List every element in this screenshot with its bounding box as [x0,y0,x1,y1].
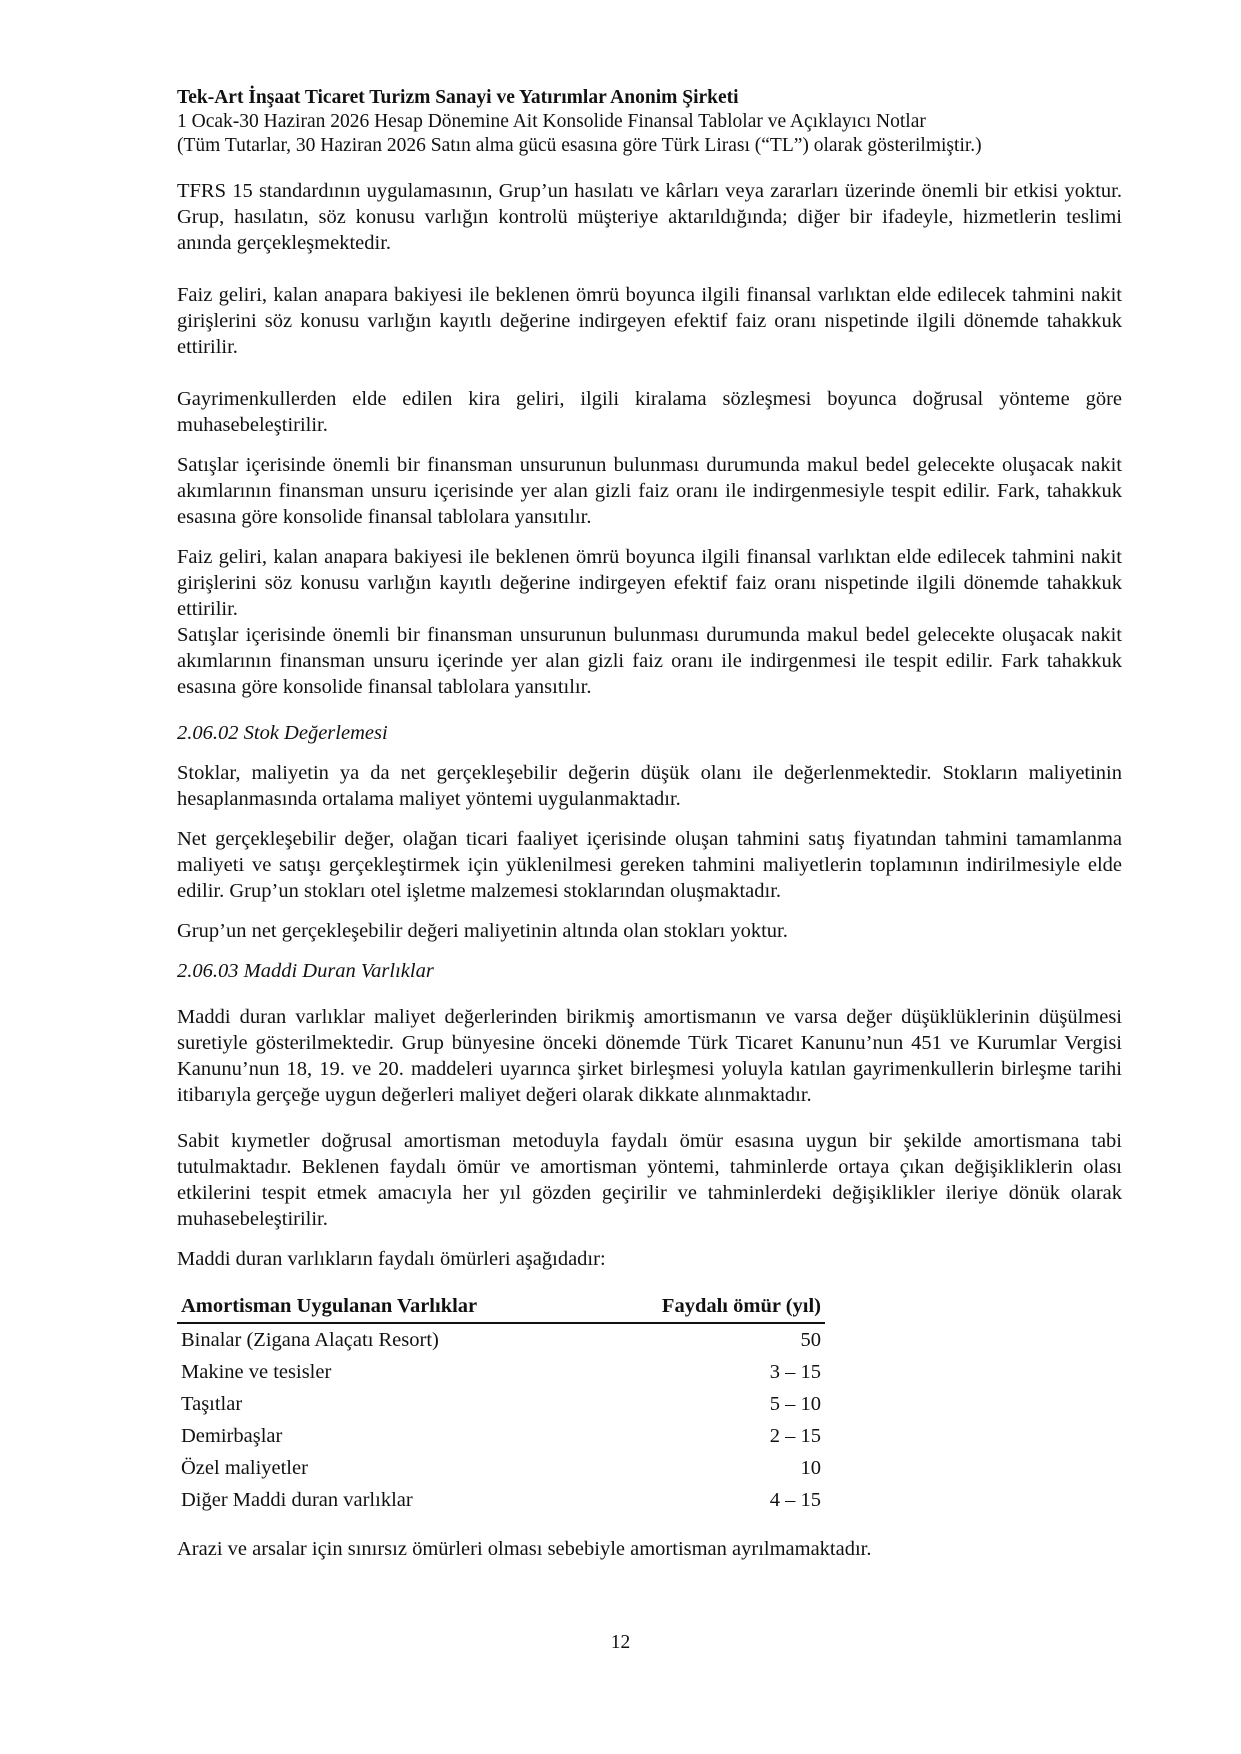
paragraph-financing-component-repeat: Satışlar içerisinde önemli bir finansman unsurunun bulunması durumunda makul bedel gelecekte oluşacak nakit akımlarının finansman unsuru içerinde yer alan gizli faiz oranı ile indirgenmesi ile tespit edilir. Fark tahakkuk esasına göre konsolide finansal tablolara yansıtılır. [177,624,1122,698]
useful-life-value: 50 [800,1329,821,1351]
paragraph-land-no-depreciation: Arazi ve arsalar için sınırsız ömürleri olması sebebiyle amortisman ayrılmamaktadır. [177,1538,872,1560]
asset-name: Özel maliyetler [181,1457,308,1479]
paragraph-inventory-valuation: Stoklar, maliyetin ya da net gerçekleşebilir değerin düşük olanı ile değerlenmektedir. Stokların maliyetinin hesaplanmasında ortalama maliyet yöntemi uygulanmaktadır. [177,762,1122,810]
column-header-useful-life: Faydalı ömür (yıl) [595,1292,825,1323]
useful-lives-table [177,1292,825,1516]
paragraph-tangible-assets-cost: Maddi duran varlıklar maliyet değerlerinden birikmiş amortismanın ve varsa değer düşüklüklerinin düşülmesi suretiyle gösterilmektedir. Grup bünyesine önceki dönemde Türk Ticaret Kanunu’nun 451 ve Kurumlar Vergisi Kanunu’nun 18, 19. ve 20. maddeleri uyarınca şirket birleşmesi yoluyla katılan gayrimenkullerin birleşme tarihi itibarıyla gerçeğe uygun değerleri maliyet değeri olarak dikkate alınmaktadır. [177,1006,1122,1106]
asset-name: Diğer Maddi duran varlıklar [181,1489,413,1511]
useful-life-value: 10 [800,1457,821,1479]
paragraph-no-inventory-below-cost: Grup’un net gerçekleşebilir değeri maliyetinin altında olan stokları yoktur. [177,920,788,942]
useful-life-value: 4 – 15 [769,1489,821,1511]
table-row [177,1420,825,1452]
asset-name: Demirbaşlar [181,1425,283,1447]
column-header-asset: Amortisman Uygulanan Varlıklar [177,1292,595,1323]
asset-name: Taşıtlar [181,1393,243,1415]
page-header [177,86,1122,158]
paragraph-interest-income-repeat: Faiz geliri, kalan anapara bakiyesi ile beklenen ömrü boyunca ilgili finansal varlıktan elde edilecek tahmini nakit girişlerini söz konusu varlığın kayıtlı değerine indirgeyen efektif faiz oranı nispetinde ilgili dönemde tahakkuk ettirilir. [177,546,1122,620]
asset-name: Binalar (Zigana Alaçatı Resort) [181,1329,439,1351]
document-body [177,178,1122,1562]
asset-name: Makine ve tesisler [181,1361,332,1383]
table-row [177,1452,825,1484]
page-number: 12 [610,1632,631,1653]
report-period: 1 Ocak-30 Haziran 2026 Hesap Dönemine Ait Konsolide Finansal Tablolar ve Açıklayıcı Notlar [177,111,926,132]
table-row [177,1356,825,1388]
paragraph-useful-lives-intro: Maddi duran varlıkların faydalı ömürleri aşağıdadır: [177,1248,606,1270]
table-row [177,1323,825,1356]
document-page [177,86,1122,1562]
paragraph-tfrs15: TFRS 15 standardının uygulamasının, Grup’un hasılatı ve kârları veya zararları üzerinde önemli bir etkisi yoktur. Grup, hasılatın, söz konusu varlığın kontrolü müşteriye aktarıldığında; diğer bir ifadeyle, hizmetlerin teslimi anında gerçekleşmektedir. [177,180,1122,254]
table-row [177,1484,825,1516]
company-name: Tek-Art İnşaat Ticaret Turizm Sanayi ve Yatırımlar Anonim Şirketi [177,87,739,108]
section-heading-tangible-assets: 2.06.03 Maddi Duran Varlıklar [177,960,434,982]
table-header-row [177,1292,825,1323]
useful-life-value: 2 – 15 [769,1425,821,1447]
currency-note: (Tüm Tutarlar, 30 Haziran 2026 Satın alma gücü esasına göre Türk Lirası (“TL”) olarak gösterilmiştir.) [177,135,982,156]
useful-life-value: 3 – 15 [769,1361,821,1383]
paragraph-rental-income: Gayrimenkullerden elde edilen kira geliri, ilgili kiralama sözleşmesi boyunca doğrusal yönteme göre muhasebeleştirilir. [177,388,1122,436]
table-row [177,1388,825,1420]
useful-life-value: 5 – 10 [769,1393,821,1415]
paragraph-depreciation-method: Sabit kıymetler doğrusal amortisman metoduyla faydalı ömür esasına uygun bir şekilde amortismana tabi tutulmaktadır. Beklenen faydalı ömür ve amortisman yöntemi, tahminlerde ortaya çıkan değişikliklerin olası etkilerini tespit etmek amacıyla her yıl gözden geçirilir ve tahminlerdeki değişiklikler ileriye dönük olarak muhasebeleştirilir. [177,1130,1122,1230]
section-heading-inventory: 2.06.02 Stok Değerlemesi [177,722,388,744]
paragraph-interest-income: Faiz geliri, kalan anapara bakiyesi ile beklenen ömrü boyunca ilgili finansal varlıktan elde edilecek tahmini nakit girişlerini söz konusu varlığın kayıtlı değerine indirgeyen efektif faiz oranı nispetinde ilgili dönemde tahakkuk ettirilir. [177,284,1122,358]
paragraph-financing-component: Satışlar içerisinde önemli bir finansman unsurunun bulunması durumunda makul bedel gelecekte oluşacak nakit akımlarının finansman unsuru içerisinde yer alan gizli faiz oranı ile indirgenmesiyle tespit edilir. Fark, tahakkuk esasına göre konsolide finansal tablolara yansıtılır. [177,454,1122,528]
paragraph-net-realizable-value: Net gerçekleşebilir değer, olağan ticari faaliyet içerisinde oluşan tahmini satış fiyatından tahmini tamamlanma maliyeti ve satışı gerçekleştirmek için yüklenilmesi gereken tahmini maliyetlerin toplamının indirilmesiyle elde edilir. Grup’un stokları otel işletme malzemesi stoklarından oluşmaktadır. [177,828,1122,902]
